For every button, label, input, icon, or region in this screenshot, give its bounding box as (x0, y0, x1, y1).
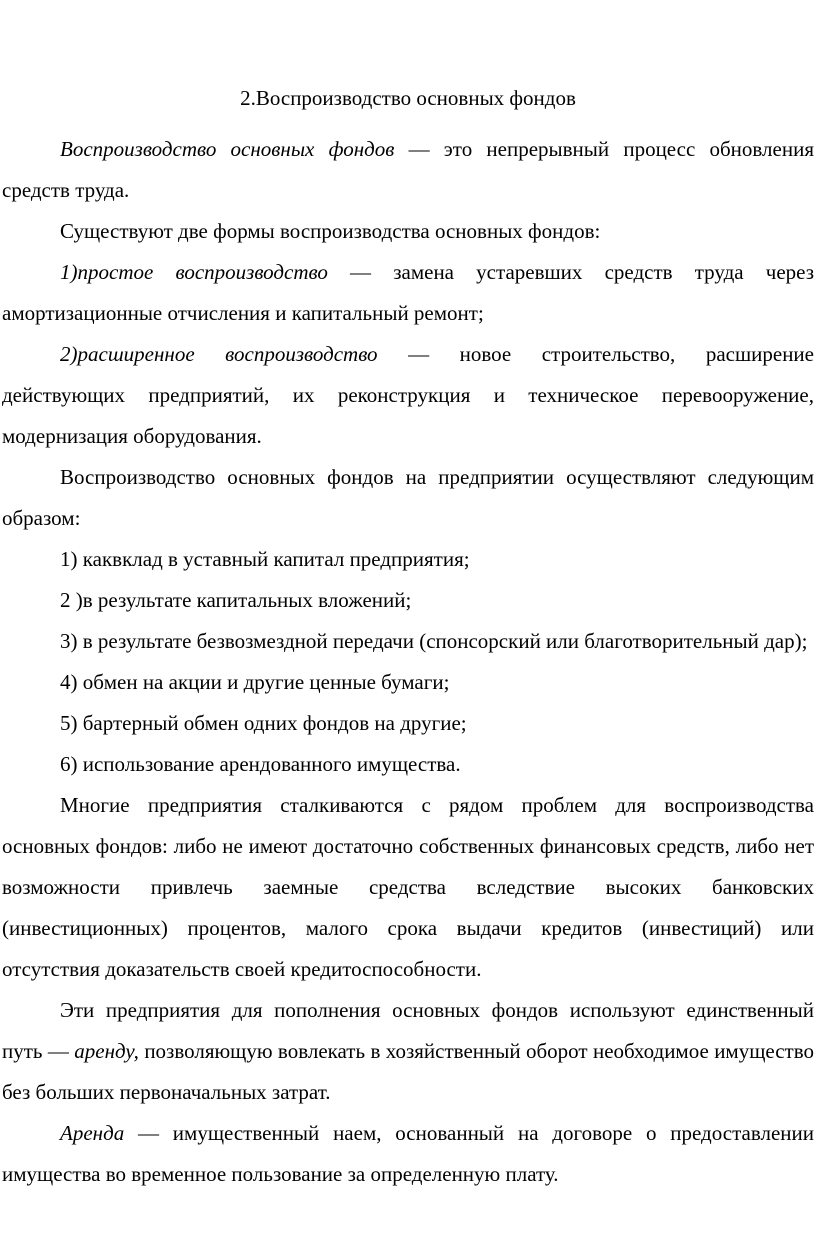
paragraph-lease-definition (2, 1113, 814, 1195)
paragraph-text: — замена устаревших средств труда через амортизационные отчисления и капитальный ремонт; (2, 260, 815, 325)
list-item-3 (2, 621, 814, 662)
paragraph-extended-reproduction (2, 334, 814, 457)
paragraph-problems (2, 785, 814, 990)
paragraph-text: Существуют две формы воспроизводства основных фондов: (60, 219, 601, 243)
list-item-text: 1) каквклад в уставный капитал предприятия; (60, 547, 470, 571)
list-item-text: 6) использование арендованного имущества. (60, 752, 461, 776)
list-item-2 (2, 580, 814, 621)
list-item-text: 4) обмен на акции и другие ценные бумаги; (60, 670, 450, 694)
paragraph-text: — это непрерывный процесс обновления средств труда. (2, 137, 814, 202)
list-item-text: 3) в результате безвозмездной передачи (спонсорский или благотворительный дар); (60, 629, 808, 653)
paragraph-methods-intro (2, 457, 814, 539)
paragraph-text: Эти предприятия для пополнения основных фондов используют единственный путь — (2, 998, 814, 1063)
list-item-text: 2 )в результате капитальных вложений; (60, 588, 412, 612)
paragraph-text: — новое строительство, расширение действующих предприятий, их реконструкция и техническое перевооружение, модернизация оборудования. (2, 342, 814, 448)
paragraph-lease-path (2, 990, 814, 1113)
list-item-1 (2, 539, 814, 580)
paragraph-text-tail: позволяющую вовлекать в хозяйственный оборот необходимое имущество без больших первоначальных затрат. (2, 1039, 815, 1104)
list-item-text: 5) бартерный обмен одних фондов на другие; (60, 711, 467, 735)
paragraph-text: Многие предприятия сталкиваются с рядом проблем для воспроизводства основных фондов: либо не имеют достаточно собственных финансовых средств, либо нет возможности привлечь заемные средства вследствие высоких банковских (инвестиционных) процентов, малого срока выдачи кредитов (инвестиций) или отсутствия доказательств своей кредитоспособности. (2, 793, 814, 981)
paragraph-forms-intro (2, 211, 814, 252)
list-item-5 (2, 703, 814, 744)
paragraph-lead: Аренда (60, 1121, 125, 1145)
paragraph-emphasis: аренду, (74, 1039, 139, 1063)
paragraph-lead: 1)простое воспроизводство (60, 260, 328, 284)
list-item-6 (2, 744, 814, 785)
paragraph-lead: Воспроизводство основных фондов (60, 137, 395, 161)
paragraph-text: Воспроизводство основных фондов на предприятии осуществляют следующим образом: (2, 465, 814, 530)
paragraph-lead: 2)расширенное воспроизводство (60, 342, 378, 366)
paragraph-simple-reproduction (2, 252, 814, 334)
list-item-4 (2, 662, 814, 703)
paragraph-definition (2, 129, 814, 211)
section-title: 2.Воспроизводство основных фондов (240, 86, 576, 110)
paragraph-text: — имущественный наем, основанный на договоре о предоставлении имущества во временное пользование за определенную плату. (2, 1121, 814, 1186)
